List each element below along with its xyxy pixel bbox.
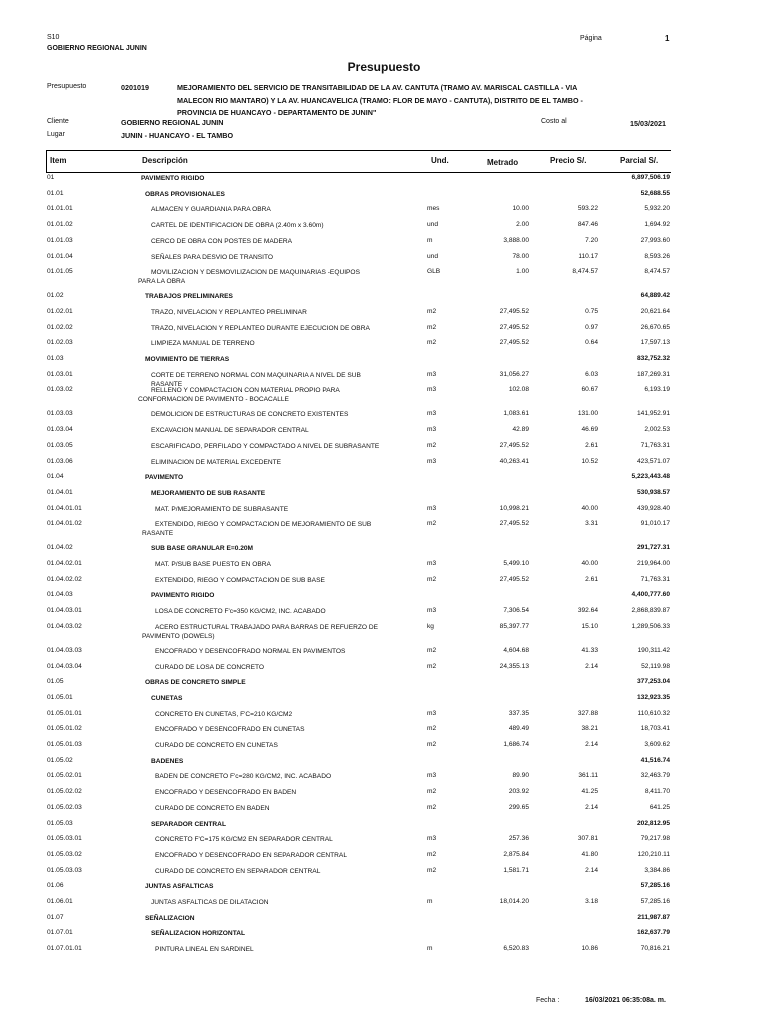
row-precio: 2.61 bbox=[585, 575, 598, 583]
row-unit: kg bbox=[427, 622, 434, 630]
row-item: 01.04.03.01 bbox=[47, 607, 82, 615]
row-description: LIMPIEZA MANUAL DE TERRENO bbox=[151, 340, 255, 348]
row-unit: m2 bbox=[427, 850, 437, 858]
row-precio: 3.31 bbox=[585, 520, 598, 528]
row-parcial: 41,516.74 bbox=[640, 756, 670, 764]
row-metrado: 40,263.41 bbox=[499, 457, 529, 465]
row-item: 01 bbox=[47, 174, 55, 181]
row-parcial: 202,812.95 bbox=[636, 819, 670, 827]
row-item: 01.01.01 bbox=[47, 205, 73, 213]
report-code: S10 bbox=[47, 34, 60, 41]
row-parcial: 27,993.60 bbox=[640, 236, 670, 244]
row-unit: m2 bbox=[427, 441, 437, 449]
row-description: LOSA DE CONCRETO F'c=350 KG/CM2, INC. ACABADO bbox=[155, 608, 326, 616]
row-item: 01.05.03.03 bbox=[47, 866, 82, 874]
row-metrado: 3,888.00 bbox=[503, 236, 529, 244]
row-item: 01.05.01.02 bbox=[47, 725, 82, 733]
presupuesto-description: MEJORAMIENTO DEL SERVICIO DE TRANSITABILIDAD DE LA AV. CANTUTA (TRAMO AV. MARISCAL CASTILLA - VIA MALECON RIO MANTARO) Y LA AV. HUANCAVELICA (TRAMO: FLOR DE MAYO - CANTUTA), DISTRITO DE EL TAMBO - PROVINCIA DE HUANCAYO - DEPARTAMENTO DE JUNIN" bbox=[177, 83, 583, 117]
row-item: 01.05.03.02 bbox=[47, 850, 82, 858]
row-description: TRABAJOS PRELIMINARES bbox=[145, 293, 233, 301]
row-description: TRAZO, NIVELACION Y REPLANTEO DURANTE EJECUCION DE OBRA bbox=[151, 324, 370, 332]
row-metrado: 85,397.77 bbox=[499, 622, 529, 630]
row-parcial: 20,621.64 bbox=[640, 307, 670, 315]
lugar-label: Lugar bbox=[47, 131, 65, 138]
row-unit: m3 bbox=[427, 410, 437, 418]
row-description: PAVIMENTO RIGIDO bbox=[151, 592, 215, 600]
row-parcial: 70,816.21 bbox=[640, 945, 670, 953]
row-description: CONCRETO F'C=175 KG/CM2 EN SEPARADOR CENTRAL bbox=[155, 836, 333, 844]
row-precio: 41.80 bbox=[581, 850, 598, 858]
row-precio: 2.14 bbox=[585, 866, 598, 874]
row-metrado: 10.00 bbox=[512, 205, 529, 213]
row-parcial: 423,571.07 bbox=[636, 457, 670, 465]
row-metrado: 78.00 bbox=[512, 252, 529, 260]
row-unit: m3 bbox=[427, 386, 437, 394]
row-parcial: 162,637.79 bbox=[636, 929, 670, 937]
row-parcial: 79,217.98 bbox=[640, 835, 670, 843]
row-item: 01.05 bbox=[47, 678, 64, 686]
costo-label: Costo al bbox=[541, 118, 567, 125]
row-precio: 38.21 bbox=[581, 725, 598, 733]
row-unit: m2 bbox=[427, 866, 437, 874]
row-precio: 131.00 bbox=[577, 410, 598, 418]
lugar-value: JUNIN - HUANCAYO - EL TAMBO bbox=[121, 131, 234, 140]
row-precio: 2.14 bbox=[585, 662, 598, 670]
col-item: Item bbox=[50, 156, 67, 165]
row-metrado: 1.00 bbox=[516, 268, 529, 276]
costo-date: 15/03/2021 bbox=[630, 119, 666, 128]
row-metrado: 203.92 bbox=[508, 788, 529, 796]
row-item: 01.05.03 bbox=[47, 819, 73, 827]
row-item: 01.05.01.03 bbox=[47, 741, 82, 748]
row-description: JUNTAS ASFALTICAS bbox=[145, 883, 214, 891]
row-description: SEÑALIZACION HORIZONTAL bbox=[151, 930, 246, 938]
row-precio: 0.75 bbox=[585, 307, 598, 315]
row-precio: 10.86 bbox=[581, 945, 598, 953]
row-description: TRAZO, NIVELACION Y REPLANTEO PRELIMINAR bbox=[151, 308, 307, 316]
row-item: 01.04.01 bbox=[47, 488, 73, 496]
organization-name: GOBIERNO REGIONAL JUNIN bbox=[47, 45, 147, 52]
row-item: 01.04.03.02 bbox=[47, 622, 82, 630]
row-precio: 0.64 bbox=[585, 339, 598, 347]
row-unit: und bbox=[427, 252, 439, 260]
row-description: EXCAVACION MANUAL DE SEPARADOR CENTRAL bbox=[151, 427, 309, 435]
row-parcial: 71,763.31 bbox=[640, 441, 670, 449]
row-description: PINTURA LINEAL EN SARDINEL bbox=[155, 946, 254, 954]
row-description: ENCOFRADO Y DESENCOFRADO EN SEPARADOR CENTRAL bbox=[155, 851, 347, 859]
row-description: ENCOFRADO Y DESENCOFRADO NORMAL EN PAVIMENTOS bbox=[155, 647, 346, 655]
row-description: CURADO DE CONCRETO EN CUNETAS bbox=[155, 742, 278, 749]
row-item: 01.04.02.01 bbox=[47, 560, 82, 567]
row-item: 01.02 bbox=[47, 292, 64, 300]
row-item: 01.04.01.01 bbox=[47, 504, 82, 512]
row-description: CURADO DE CONCRETO EN SEPARADOR CENTRAL bbox=[155, 867, 321, 875]
row-description: ENCOFRADO Y DESENCOFRADO EN CUNETAS bbox=[155, 726, 305, 734]
row-parcial: 32,463.79 bbox=[640, 772, 670, 780]
row-item: 01.03 bbox=[47, 355, 64, 362]
row-parcial: 2,868,839.87 bbox=[631, 607, 670, 615]
row-description: CURADO DE CONCRETO EN BADEN bbox=[155, 804, 270, 812]
row-unit: m bbox=[427, 898, 433, 905]
row-unit: m2 bbox=[427, 803, 437, 811]
row-parcial: 52,119.98 bbox=[641, 662, 670, 670]
row-precio: 327.88 bbox=[577, 709, 598, 717]
row-precio: 2.14 bbox=[585, 741, 598, 748]
row-unit: m3 bbox=[427, 426, 437, 434]
row-parcial: 26,670.65 bbox=[640, 323, 670, 331]
row-unit: m2 bbox=[427, 520, 437, 528]
row-metrado: 4,604.68 bbox=[503, 646, 529, 654]
row-metrado: 299.65 bbox=[508, 803, 529, 811]
row-description: MOVILIZACION Y DESMOVILIZACION DE MAQUINARIAS -EQUIPOS PARA LA OBRA bbox=[138, 269, 360, 286]
row-precio: 60.67 bbox=[581, 386, 598, 394]
row-unit: m3 bbox=[427, 560, 437, 567]
row-parcial: 71,763.31 bbox=[640, 575, 670, 583]
row-item: 01.04.03.04 bbox=[47, 662, 82, 670]
row-metrado: 7,306.54 bbox=[503, 607, 529, 615]
row-metrado: 18,014.20 bbox=[499, 898, 529, 905]
row-item: 01.03.04 bbox=[47, 426, 73, 434]
page-title: Presupuesto bbox=[347, 60, 421, 74]
row-item: 01.07.01.01 bbox=[47, 945, 82, 953]
row-description: SUB BASE GRANULAR E=0.20M bbox=[151, 545, 254, 553]
row-description: MAT. P/MEJORAMIENTO DE SUBRASANTE bbox=[155, 505, 289, 513]
row-item: 01.05.01.01 bbox=[47, 709, 82, 717]
row-description: JUNTAS ASFALTICAS DE DILATACION bbox=[151, 899, 269, 906]
row-item: 01.07 bbox=[47, 913, 64, 921]
row-item: 01.01.05 bbox=[47, 268, 73, 276]
row-metrado: 489.49 bbox=[508, 725, 529, 733]
row-item: 01.05.02.01 bbox=[47, 772, 82, 780]
row-description: BADEN DE CONCRETO F'c=280 KG/CM2, INC. ACABADO bbox=[155, 773, 332, 781]
row-item: 01.04.02 bbox=[47, 544, 73, 552]
row-unit: m3 bbox=[427, 835, 437, 843]
row-description: EXTENDIDO, RIEGO Y COMPACTACION DE MEJORAMIENTO DE SUB RASANTE bbox=[142, 521, 372, 538]
row-item: 01.07.01 bbox=[47, 929, 73, 937]
row-unit: GLB bbox=[427, 268, 441, 276]
row-description: CURADO DE LOSA DE CONCRETO bbox=[155, 663, 265, 671]
row-description: ALMACEN Y GUARDIANIA PARA OBRA bbox=[151, 206, 271, 214]
row-precio: 307.81 bbox=[577, 835, 598, 843]
row-parcial: 17,597.13 bbox=[640, 339, 670, 347]
row-unit: m3 bbox=[427, 709, 437, 717]
row-parcial: 8,474.57 bbox=[644, 268, 670, 276]
row-description: CONCRETO EN CUNETAS, F'C=210 KG/CM2 bbox=[155, 710, 293, 718]
row-metrado: 2,875.84 bbox=[503, 850, 529, 858]
row-unit: m2 bbox=[427, 339, 437, 347]
row-item: 01.05.03.01 bbox=[47, 835, 82, 843]
row-parcial: 219,964.00 bbox=[636, 560, 670, 567]
row-unit: m2 bbox=[427, 307, 437, 315]
row-precio: 10.52 bbox=[581, 457, 598, 465]
row-parcial: 1,289,506.33 bbox=[631, 622, 670, 630]
row-unit: m2 bbox=[427, 725, 437, 733]
row-description: SEÑALES PARA DESVIO DE TRANSITO bbox=[151, 253, 274, 261]
page-label: Página bbox=[580, 35, 602, 42]
row-unit: m2 bbox=[427, 323, 437, 331]
row-description: BADENES bbox=[151, 757, 184, 765]
row-precio: 847.46 bbox=[577, 221, 598, 229]
row-unit: m2 bbox=[427, 662, 437, 670]
row-item: 01.02.02 bbox=[47, 323, 73, 331]
row-precio: 110.17 bbox=[578, 252, 598, 260]
row-parcial: 110,610.32 bbox=[637, 709, 670, 717]
row-precio: 3.18 bbox=[585, 898, 598, 905]
fecha-label: Fecha : bbox=[536, 997, 560, 1004]
page-number: 1 bbox=[665, 34, 670, 43]
col-und: Und. bbox=[431, 156, 449, 165]
row-item: 01.01.04 bbox=[47, 252, 73, 260]
row-parcial: 5,932.20 bbox=[644, 205, 670, 213]
row-parcial: 187,269.31 bbox=[636, 370, 670, 378]
row-description: DEMOLICION DE ESTRUCTURAS DE CONCRETO EXISTENTES bbox=[151, 411, 349, 419]
row-item: 01.04.01.02 bbox=[47, 520, 82, 528]
row-metrado: 1,083.61 bbox=[503, 410, 529, 418]
row-unit: und bbox=[427, 221, 439, 229]
row-description: EXTENDIDO, RIEGO Y COMPACTACION DE SUB BASE bbox=[155, 576, 325, 584]
row-item: 01.04.03 bbox=[47, 591, 73, 599]
row-item: 01.03.06 bbox=[47, 457, 73, 465]
row-parcial: 141,952.91 bbox=[636, 410, 670, 418]
row-metrado: 27,495.52 bbox=[499, 323, 529, 331]
row-unit: m3 bbox=[427, 370, 437, 378]
presupuesto-code: 0201019 bbox=[121, 83, 149, 92]
fecha-value: 16/03/2021 06:35:08a. m. bbox=[585, 997, 666, 1004]
row-description: SEÑALIZACION bbox=[145, 914, 195, 922]
row-metrado: 1,581.71 bbox=[503, 866, 529, 874]
row-item: 01.03.03 bbox=[47, 410, 73, 418]
row-description: PAVIMENTO bbox=[145, 474, 184, 482]
row-description: PAVIMENTO RIGIDO bbox=[141, 175, 205, 182]
row-description: ENCOFRADO Y DESENCOFRADO EN BADEN bbox=[155, 789, 297, 797]
row-unit: m bbox=[427, 236, 433, 244]
row-description: CORTE DE TERRENO NORMAL CON MAQUINARIA A NIVEL DE SUB RASANTE bbox=[151, 371, 361, 388]
row-description: CARTEL DE IDENTIFICACION DE OBRA (2.40m x 3.60m) bbox=[151, 222, 324, 230]
row-parcial: 3,384.86 bbox=[644, 866, 670, 874]
row-parcial: 211,987.87 bbox=[637, 913, 670, 921]
row-parcial: 132,923.35 bbox=[636, 693, 670, 701]
row-item: 01.03.01 bbox=[47, 370, 73, 378]
row-parcial: 57,285.16 bbox=[640, 898, 670, 905]
row-precio: 41.25 bbox=[581, 788, 598, 796]
row-precio: 2.61 bbox=[585, 441, 598, 449]
row-metrado: 257.36 bbox=[508, 835, 529, 843]
cliente-value: GOBIERNO REGIONAL JUNIN bbox=[121, 118, 224, 127]
row-parcial: 91,010.17 bbox=[640, 520, 670, 528]
row-precio: 15.10 bbox=[581, 622, 598, 630]
row-unit: m3 bbox=[427, 772, 437, 780]
row-unit: m3 bbox=[427, 457, 437, 465]
cliente-label: Cliente bbox=[47, 118, 69, 125]
row-precio: 40.00 bbox=[581, 560, 598, 567]
row-description: SEPARADOR CENTRAL bbox=[151, 820, 226, 828]
row-metrado: 337.35 bbox=[508, 709, 529, 717]
presupuesto-label: Presupuesto bbox=[47, 83, 87, 90]
row-parcial: 832,752.32 bbox=[636, 355, 670, 362]
row-description: MEJORAMIENTO DE SUB RASANTE bbox=[151, 489, 266, 497]
row-metrado: 1,686.74 bbox=[503, 741, 529, 748]
row-metrado: 27,495.52 bbox=[499, 575, 529, 583]
row-parcial: 18,703.41 bbox=[640, 725, 670, 733]
row-item: 01.03.02 bbox=[47, 386, 73, 394]
row-precio: 392.64 bbox=[577, 607, 598, 615]
row-description: MAT. P/SUB BASE PUESTO EN OBRA bbox=[155, 561, 271, 568]
row-precio: 2.14 bbox=[585, 803, 598, 811]
row-item: 01.01.02 bbox=[47, 221, 73, 229]
row-item: 01.06.01 bbox=[47, 898, 73, 905]
row-parcial: 2,002.53 bbox=[644, 426, 670, 434]
row-precio: 361.11 bbox=[578, 772, 598, 780]
row-description: ACERO ESTRUCTURAL TRABAJADO PARA BARRAS DE REFUERZO DE PAVIMENTO (DOWELS) bbox=[142, 623, 379, 640]
row-parcial: 4,400,777.60 bbox=[631, 591, 670, 599]
row-parcial: 120,210.11 bbox=[637, 850, 670, 858]
row-item: 01.04.02.02 bbox=[47, 575, 82, 583]
row-description: CERCO DE OBRA CON POSTES DE MADERA bbox=[151, 237, 293, 245]
row-parcial: 8,593.26 bbox=[644, 252, 670, 260]
row-metrado: 2.00 bbox=[516, 221, 529, 229]
col-metrado: Metrado bbox=[487, 158, 519, 167]
row-parcial: 291,727.31 bbox=[636, 544, 670, 552]
row-item: 01.04 bbox=[47, 473, 64, 481]
row-parcial: 8,411.70 bbox=[644, 788, 670, 796]
row-description: CUNETAS bbox=[151, 694, 183, 702]
row-parcial: 6,193.19 bbox=[644, 386, 670, 394]
row-metrado: 6,520.83 bbox=[503, 945, 529, 953]
row-metrado: 42.89 bbox=[512, 426, 529, 434]
row-unit: m2 bbox=[427, 741, 437, 748]
row-description: OBRAS DE CONCRETO SIMPLE bbox=[145, 679, 246, 687]
row-precio: 41.33 bbox=[581, 646, 598, 654]
row-parcial: 6,897,506.19 bbox=[631, 174, 670, 181]
row-precio: 40.00 bbox=[581, 504, 598, 512]
row-precio: 7.20 bbox=[585, 236, 598, 244]
row-item: 01.04.03.03 bbox=[47, 646, 82, 654]
col-descripcion: Descripción bbox=[142, 156, 188, 165]
row-item: 01.06 bbox=[47, 882, 64, 890]
row-parcial: 52,688.55 bbox=[640, 189, 670, 197]
row-item: 01.05.01 bbox=[47, 693, 73, 701]
row-unit: m2 bbox=[427, 788, 437, 796]
row-description: ELIMINACION DE MATERIAL EXCEDENTE bbox=[151, 458, 282, 466]
row-precio: 8,474.57 bbox=[572, 268, 598, 276]
row-metrado: 31,056.27 bbox=[499, 370, 529, 378]
row-metrado: 102.08 bbox=[508, 386, 529, 394]
row-parcial: 190,311.42 bbox=[637, 646, 670, 654]
row-item: 01.02.03 bbox=[47, 339, 73, 347]
row-precio: 46.69 bbox=[581, 426, 598, 434]
row-item: 01.05.02 bbox=[47, 756, 73, 764]
row-metrado: 10,998.21 bbox=[499, 504, 529, 512]
row-item: 01.02.01 bbox=[47, 307, 73, 315]
row-unit: m3 bbox=[427, 504, 437, 512]
row-parcial: 439,928.40 bbox=[636, 504, 670, 512]
row-precio: 593.22 bbox=[577, 205, 598, 213]
row-precio: 0.97 bbox=[585, 323, 598, 331]
row-metrado: 27,495.52 bbox=[499, 520, 529, 528]
row-unit: m2 bbox=[427, 575, 437, 583]
row-metrado: 27,495.52 bbox=[499, 307, 529, 315]
row-unit: m2 bbox=[427, 646, 437, 654]
row-parcial: 64,889.42 bbox=[640, 292, 670, 300]
row-precio: 6.03 bbox=[585, 370, 598, 378]
row-metrado: 27,495.52 bbox=[499, 339, 529, 347]
row-item: 01.03.05 bbox=[47, 441, 73, 449]
row-metrado: 89.90 bbox=[512, 772, 529, 780]
row-parcial: 641.25 bbox=[649, 803, 670, 811]
row-parcial: 530,938.57 bbox=[636, 488, 670, 496]
row-item: 01.05.02.03 bbox=[47, 803, 82, 811]
col-parcial: Parcial S/. bbox=[620, 156, 659, 165]
row-parcial: 57,285.16 bbox=[640, 882, 670, 890]
row-unit: mes bbox=[427, 205, 440, 213]
row-item: 01.01.03 bbox=[47, 236, 73, 244]
row-description: RELLENO Y COMPACTACION CON MATERIAL PROPIO PARA CONFORMACION DE PAVIMENTO - BOCACALLE bbox=[138, 387, 340, 404]
row-metrado: 5,499.10 bbox=[503, 560, 529, 567]
row-unit: m3 bbox=[427, 607, 437, 615]
row-parcial: 1,694.92 bbox=[644, 221, 670, 229]
row-item: 01.05.02.02 bbox=[47, 788, 82, 796]
row-item: 01.01 bbox=[47, 189, 64, 197]
row-description: ESCARIFICADO, PERFILADO Y COMPACTADO A NIVEL DE SUBRASANTE bbox=[151, 442, 380, 450]
row-metrado: 27,495.52 bbox=[499, 441, 529, 449]
row-description: MOVIMIENTO DE TIERRAS bbox=[145, 356, 230, 363]
row-parcial: 3,609.62 bbox=[644, 741, 670, 748]
row-parcial: 377,253.04 bbox=[636, 678, 670, 686]
row-metrado: 24,355.13 bbox=[499, 662, 529, 670]
col-precio: Precio S/. bbox=[550, 156, 587, 165]
row-description: OBRAS PROVISIONALES bbox=[145, 190, 225, 198]
row-parcial: 5,223,443.48 bbox=[631, 473, 670, 481]
row-unit: m bbox=[427, 945, 433, 953]
